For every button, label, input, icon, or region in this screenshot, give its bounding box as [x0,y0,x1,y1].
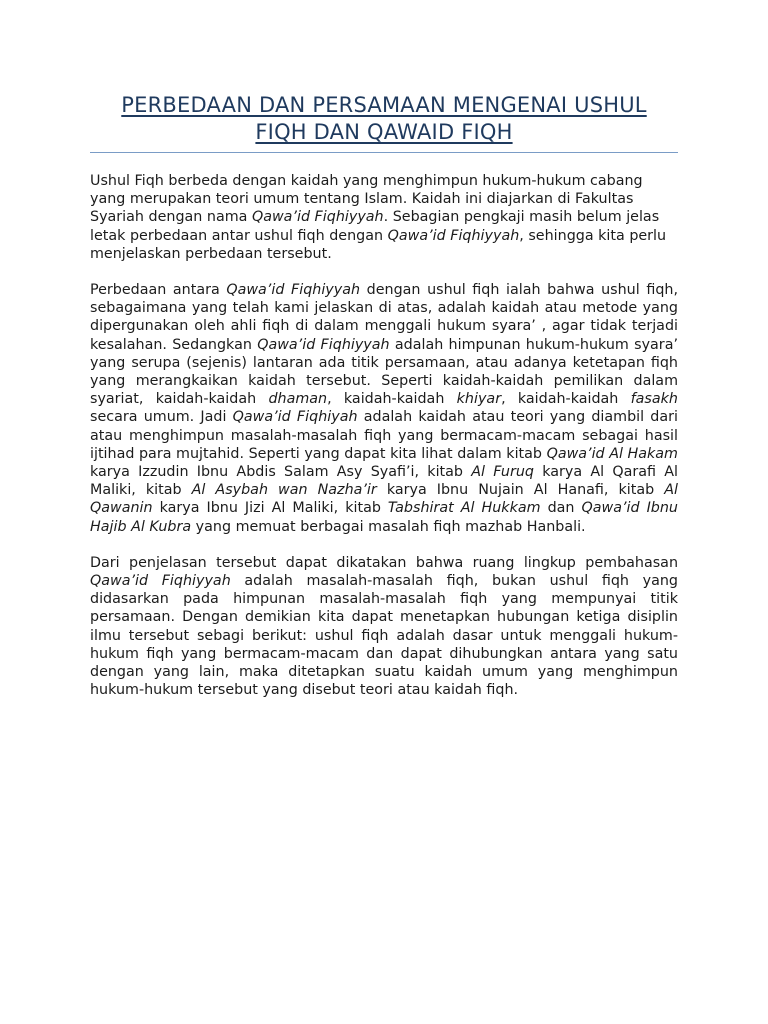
p2-italic-3: dhaman [268,391,328,408]
p2-text-8: karya Izzudin Ibnu Abdis Salam Asy Syafi’i, kitab [90,464,472,481]
document-body [90,172,678,717]
p2-text-13: yang memuat berbagai masalah fiqh mazhab Hanbali. [191,518,586,535]
title-line-1: PERBEDAAN DAN PERSAMAAN MENGENAI USHUL [121,93,647,117]
p2-italic-6: Qawa’id Fiqhiyah [232,409,358,426]
p1-italic-1: Qawa’id Fiqhiyyah [251,209,384,226]
p2-italic-5: fasakh [630,391,678,408]
p2-text-6: secara umum. Jadi [90,409,233,426]
p1-text-2: . Sebagian pengkaji masih belum jelas letak perbedaan antar ushul fiqh dengan [90,209,660,244]
p2-text-11: karya Ibnu Jizi Al Maliki, kitab [152,500,388,517]
p3-italic-1: Qawa’id Fiqhiyyah [90,573,231,590]
paragraph-3 [90,554,678,700]
document-title [90,92,678,146]
p2-italic-8: Al Furuq [471,464,534,481]
p1-text-1: Ushul Fiqh berbeda dengan kaidah yang menghimpun hukum-hukum cabang yang merupakan teori umum tentang Islam. Kaidah ini diajarkan di Fakultas Syariah dengan nama [90,173,643,226]
p2-text-5: , kaidah-kaidah [501,391,631,408]
p2-italic-9: Al Asybah wan Nazha’ir [191,482,377,499]
p2-text-2: dengan ushul fiqh ialah bahwa ushul fiqh, sebagaimana yang telah kami jelaskan di atas, adalah kaidah atau metode yang dipergunakan oleh ahli fiqh di dalam menggali hukum syara’ , agar tidak terjadi kesalahan. Sedangkan [90,282,679,353]
p2-italic-1: Qawa’id Fiqhiyyah [226,282,361,299]
p2-text-12: dan [540,500,582,517]
title-divider [90,152,678,153]
p3-text-1: Dari penjelasan tersebut dapat dikatakan bahwa ruang lingkup pembahasan [90,554,678,571]
title-line-2: FIQH DAN QAWAID FIQH [255,120,513,144]
p2-text-7: adalah kaidah atau teori yang diambil dari atau menghimpun masalah-masalah fiqh yang bermacam-macam sebagai hasil ijtihad para mujtahid. Seperti yang dapat kita lihat dalam kitab [90,409,678,462]
paragraph-2 [90,281,678,536]
p1-text-3: , sehingga kita perlu menjelaskan perbedaan tersebut. [90,227,667,262]
p2-text-4: , kaidah-kaidah [327,391,457,408]
p2-italic-10: Al Qawanin [90,482,679,517]
p2-italic-7: Qawa’id Al Hakam [546,445,678,462]
p2-text-1: Perbedaan antara [90,282,227,299]
p3-text-2: adalah masalah-masalah fiqh, bukan ushul fiqh yang didasarkan pada himpunan masalah-masalah fiqh yang mempunyai titik persamaan. Dengan demikian kita dapat menetapkan hubungan ketiga disiplin ilmu tersebut sebagi berikut: ushul fiqh adalah dasar untuk menggali hukum-hukum fiqh yang bermacam-macam dan dapat dihubungkan antara yang satu dengan yang lain, maka ditetapkan suatu kaidah umum yang menghimpun hukum-hukum tersebut yang disebut teori atau kaidah fiqh. [90,573,679,699]
p2-italic-4: khiyar [456,391,502,408]
p2-italic-11: Tabshirat Al Hukkam [387,500,541,517]
p1-italic-2: Qawa’id Fiqhiyyah [387,227,520,244]
p2-italic-12: Qawa’id Ibnu Hajib Al Kubra [90,500,678,535]
paragraph-1 [90,172,678,263]
p2-text-9: karya Al Qarafi Al Maliki, kitab [90,464,678,499]
p2-text-10: karya Ibnu Nujain Al Hanafi, kitab [376,482,665,499]
p2-text-3: adalah himpunan hukum-hukum syara’ yang serupa (sejenis) lantaran ada titik persamaan, atau adanya ketetapan fiqh yang merangkaikan kaidah tersebut. Seperti kaidah-kaidah pemilikan dalam syariat, kaidah-kaidah [90,336,678,408]
p2-italic-2: Qawa’id Fiqhiyyah [257,336,390,353]
